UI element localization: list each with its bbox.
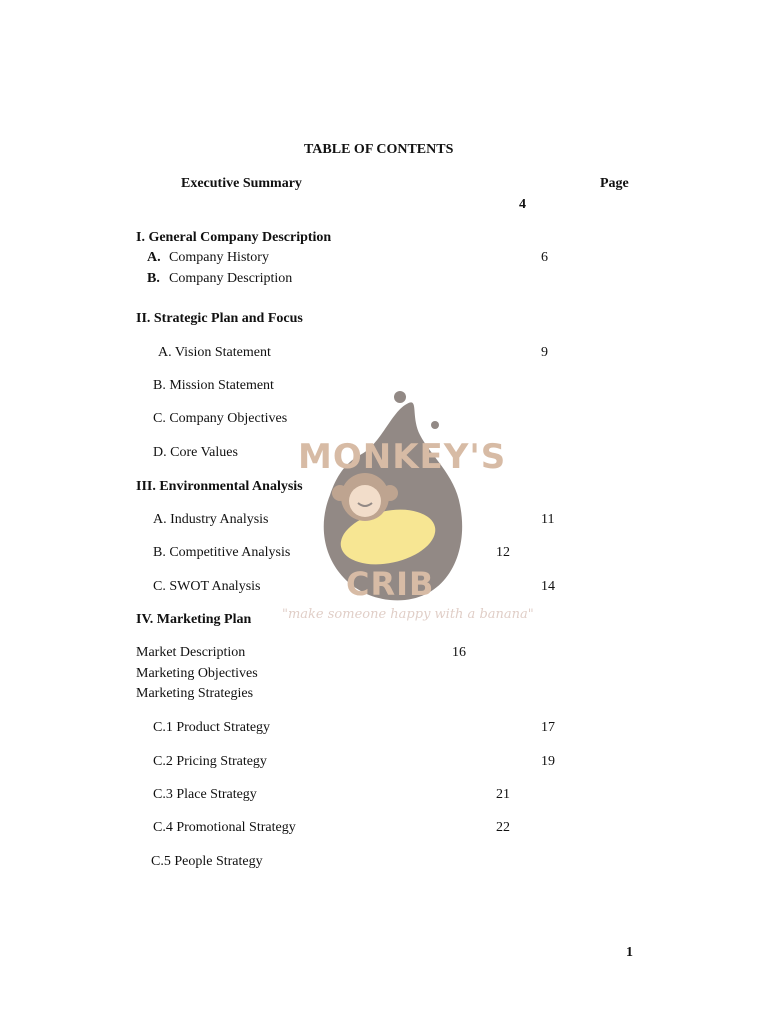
swot-analysis-page: 14	[541, 579, 555, 594]
company-description-entry: Company Description	[169, 271, 293, 286]
vision-statement-entry: A. Vision Statement	[158, 345, 271, 360]
promotional-strategy-entry: C.4 Promotional Strategy	[153, 820, 296, 835]
place-strategy-entry: C.3 Place Strategy	[153, 787, 257, 802]
promotional-strategy-page: 22	[496, 820, 510, 835]
footer-page-number: 1	[626, 945, 633, 960]
pricing-strategy-page: 19	[541, 754, 555, 769]
market-description-page: 16	[452, 645, 466, 660]
marketing-objectives-entry: Marketing Objectives	[136, 666, 258, 681]
watermark-title-line1: MONKEY'S	[298, 437, 507, 477]
section-1-a-marker: A.	[147, 250, 161, 265]
section-3-heading: III. Environmental Analysis	[136, 479, 303, 494]
competitive-analysis-page: 12	[496, 545, 510, 560]
place-strategy-page: 21	[496, 787, 510, 802]
marketing-strategies-entry: Marketing Strategies	[136, 686, 254, 701]
section-1-heading: I. General Company Description	[136, 230, 332, 245]
industry-analysis-entry: A. Industry Analysis	[153, 512, 269, 527]
company-objectives-entry: C. Company Objectives	[153, 411, 288, 426]
section-2-heading: II. Strategic Plan and Focus	[136, 311, 303, 326]
toc-title: TABLE OF CONTENTS	[304, 142, 454, 157]
product-strategy-page: 17	[541, 720, 555, 735]
watermark-tagline: "make someone happy with a banana"	[282, 607, 534, 622]
pricing-strategy-entry: C.2 Pricing Strategy	[153, 754, 267, 769]
swot-analysis-entry: C. SWOT Analysis	[153, 579, 261, 594]
people-strategy-entry: C.5 People Strategy	[151, 854, 263, 869]
watermark-title-line2: CRIB	[346, 565, 435, 603]
page-column-label: Page	[600, 176, 629, 191]
section-4-heading: IV. Marketing Plan	[136, 612, 252, 627]
product-strategy-entry: C.1 Product Strategy	[153, 720, 271, 735]
vision-statement-page: 9	[541, 345, 548, 360]
core-values-entry: D. Core Values	[153, 445, 238, 460]
company-history-entry: Company History	[169, 250, 269, 265]
competitive-analysis-entry: B. Competitive Analysis	[153, 545, 291, 560]
industry-analysis-page: 11	[541, 512, 555, 527]
executive-summary-entry: Executive Summary	[181, 176, 302, 191]
mission-statement-entry: B. Mission Statement	[153, 378, 274, 393]
executive-summary-page: 4	[519, 197, 526, 212]
section-1-b-marker: B.	[147, 271, 160, 286]
company-history-page: 6	[541, 250, 548, 265]
market-description-entry: Market Description	[136, 645, 246, 660]
